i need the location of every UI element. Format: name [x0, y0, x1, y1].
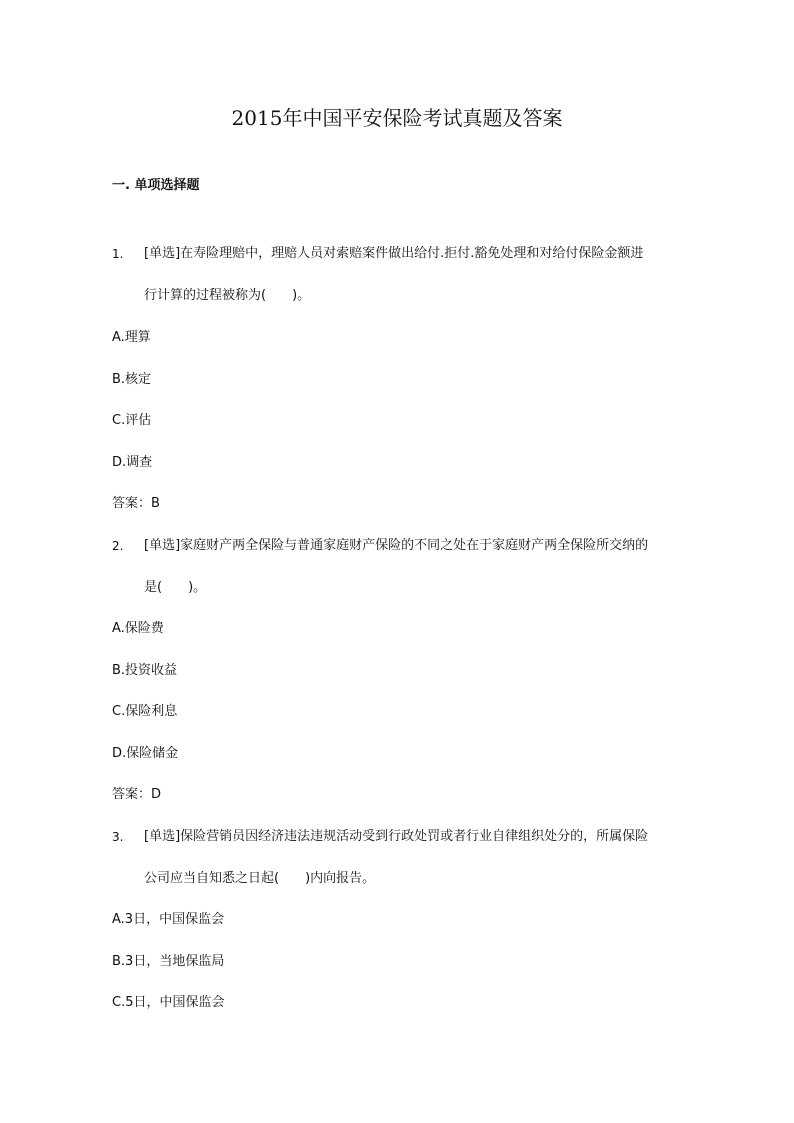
question-text-line: [单选]在寿险理赔中，理赔人员对索赔案件做出给付.拒付.豁免处理和对给付保险金额进	[144, 246, 644, 261]
answer-key: 答案：D	[112, 787, 162, 802]
question-text-line: 是( )。	[144, 580, 207, 595]
question-text-line: [单选]家庭财产两全保险与普通家庭财产保险的不同之处在于家庭财产两全保险所交纳的	[144, 538, 649, 553]
answer-option-b: B.核定	[112, 372, 152, 387]
answer-option-d: D.调查	[112, 455, 153, 470]
answer-option-a: A.理算	[112, 330, 151, 345]
answer-option-c: C.5日，中国保监会	[112, 995, 225, 1010]
section-heading: 一. 单项选择题	[112, 178, 200, 193]
answer-option-c: C.评估	[112, 413, 152, 428]
answer-option-a: A.保险费	[112, 621, 164, 636]
page-title: 2015年中国平安保险考试真题及答案	[231, 106, 563, 130]
answer-option-b: B.投资收益	[112, 663, 178, 678]
question-text-line: [单选]保险营销员因经济违法违规活动受到行政处罚或者行业自律组织处分的，所属保险	[144, 829, 649, 844]
answer-option-c: C.保险利息	[112, 704, 178, 719]
answer-option-b: B.3日，当地保监局	[112, 954, 225, 969]
question-number: 1.	[112, 247, 124, 261]
answer-option-d: D.保险储金	[112, 746, 179, 761]
question-number: 2.	[112, 539, 124, 553]
answer-key: 答案：B	[112, 496, 160, 511]
answer-option-a: A.3日，中国保监会	[112, 912, 225, 927]
question-text-line: 公司应当自知悉之日起( )内向报告。	[144, 871, 376, 886]
question-text-line: 行计算的过程被称为( )。	[144, 288, 311, 303]
question-number: 3.	[112, 830, 124, 844]
